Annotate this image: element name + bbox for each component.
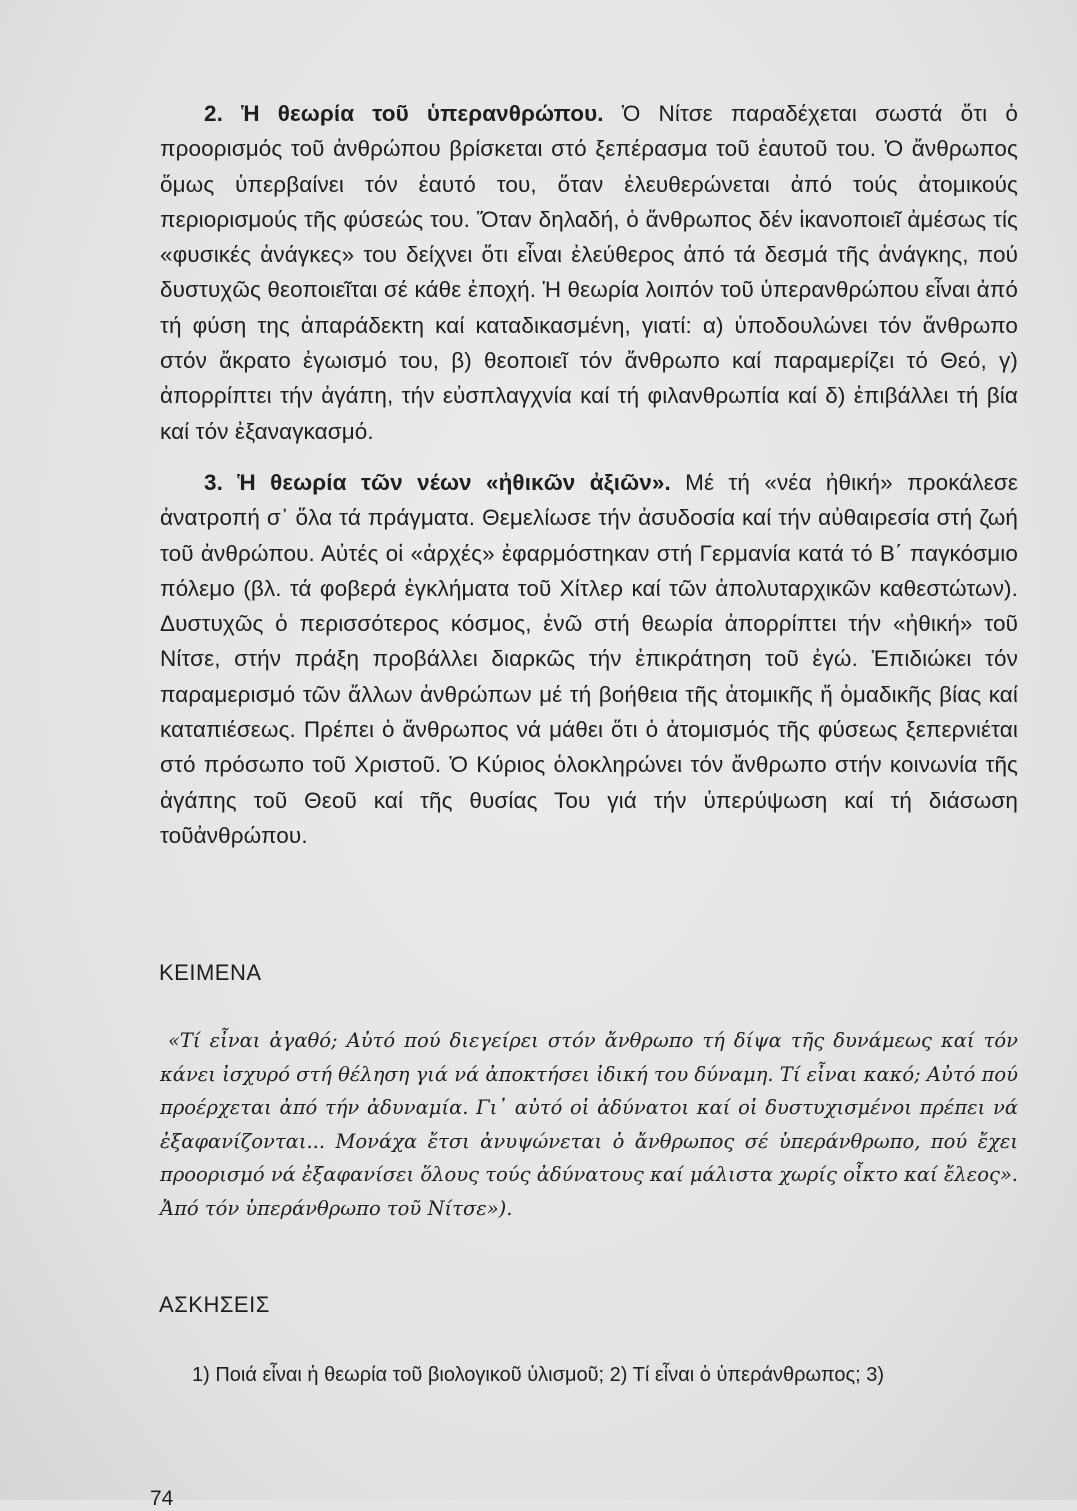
section-superman-theory — [160, 96, 1018, 449]
section-body: Μέ τή «νέα ἠθική» προκάλεσε ἀνατροπή σ᾿ ὅλα τά πράγματα. Θεμελίωσε τήν ἀσυδοσία καί τήν αὐθαιρεσία στή ζωή τοῦ ἀνθρώπου. Αὐτές οἱ «ἀρχές» ἐφαρμόστηκαν στή Γερμανία κατά τό Β΄ παγκόσμιο πόλεμο (βλ. τά φοβερά ἐγκλήματα τοῦ Χίτλερ καί τῶν ἀπολυταρχικῶν καθεστώτων). Δυστυχῶς ὁ περισσότερος κόσμος, ἐνῶ στή θεωρία ἀπορρίπτει τήν «ἠθική» τοῦ Νίτσε, στήν πράξη προβάλλει διαρκῶς τήν ἐπικράτηση τοῦ ἐγώ. Ἐπιδιώκει τόν παραμερισμό τῶν ἄλλων ἀνθρώπων μέ τή βοήθεια τῆς ἀτομικῆς ἤ ὁμαδικῆς βίας καί καταπιέσεως. Πρέπει ὁ ἄνθρωπος νά μάθει ὅτι ὁ ἀτομισμός τῆς φύσεως ξεπερνιέται στό πρόσωπο τοῦ Χριστοῦ. Ὁ Κύριος ὁλοκληρώνει τόν ἄνθρωπο στήν κοινωνία τῆς ἀγάπης τοῦ Θεοῦ καί τῆς θυσίας Του γιά τήν ὑπερύψωση καί τή διάσωση τοῦἀνθρώπου. — [160, 469, 1018, 848]
askiseis-heading: ΑΣΚΗΣΕΙΣ — [159, 1292, 270, 1317]
section-heading: 3. Ἡ θεωρία τῶν νέων «ἠθικῶν ἀξιῶν». — [204, 469, 671, 495]
section-new-ethical-values — [160, 465, 1018, 853]
section-body: Ὁ Νίτσε παραδέχεται σωστά ὅτι ὁ προορισμός τοῦ ἀνθρώπου βρίσκεται στό ξεπέρασμα τοῦ ἑαυτοῦ του. Ὁ ἄνθρωπος ὅμως ὑπερβαίνει τόν ἑαυτό του, ὅταν ἐλευθερώνεται ἀπό τούς ἀτομικούς περιορισμούς τῆς φύσεώς του. Ὅταν δηλαδή, ὁ ἄνθρωπος δέν ἱκανοποιεῖ ἀμέσως τίς «φυσικές ἀνάγκες» του δείχνει ὅτι εἶναι ἐλεύθερος ἀπό τά δεσμά τῆς ἀνάγκης, πού δυστυχῶς θεοποιεῖται σέ κάθε ἐποχή. Ἡ θεωρία λοιπόν τοῦ ὑπερανθρώπου εἶναι ἀπό τή φύση της ἀπαράδεκτη καί καταδικασμένη, γιατί: α) ὑποδουλώνει τόν ἄνθρωπο στόν ἄκρατο ἐγωισμό του, β) θεοποιεῖ τόν ἄνθρωπο καί παραμερίζει τό Θεό, γ) ἀπορρίπτει τήν ἀγάπη, τήν εὐσπλαγχνία καί τή φιλανθρωπία καί δ) ἐπιβάλλει τή βία καί τόν ἐξαναγκασμό. — [160, 101, 1018, 444]
keimena-heading: ΚΕΙΜΕΝΑ — [159, 960, 262, 985]
main-text — [160, 96, 1018, 853]
page-number: 74 — [150, 1487, 174, 1510]
exercise-questions: 1) Ποιά εἶναι ἡ θεωρία τοῦ βιολογικοῦ ὑλισμοῦ; 2) Τί εἶναι ὁ ὑπεράνθρωπος; 3) — [192, 1364, 885, 1386]
nietzsche-quote: «Τί εἶναι ἀγαθό; Αὐτό πού διεγείρει στόν ἄνθρωπο τή δίψα τῆς δυνάμεως καί τόν κάνει ἰσχυρό στή θέληση γιά νά ἀποκτήσει ἰδική του δύναμη. Τί εἶναι κακό; Αὐτό πού προέρχεται ἀπό τήν ἀδυναμία. Γι᾿ αὐτό οἱ ἀδύνατοι καί οἱ δυστυχισμένοι πρέπει νά ἐξαφανίζονται... Μονάχα ἔτσι ἀνυψώνεται ὁ ἄνθρωπος σέ ὑπεράνθρωπο, πού ἔχει προορισμό νά ἐξαφανίσει ὅλους τούς ἀδύνατους καί μάλιστα χωρίς οἶκτο καί ἔλεος». Ἀπό τόν ὑπεράνθρωπο τοῦ Νίτσε»). — [160, 1029, 1018, 1220]
section-heading: 2. Ἡ θεωρία τοῦ ὑπερανθρώπου. — [204, 101, 604, 126]
